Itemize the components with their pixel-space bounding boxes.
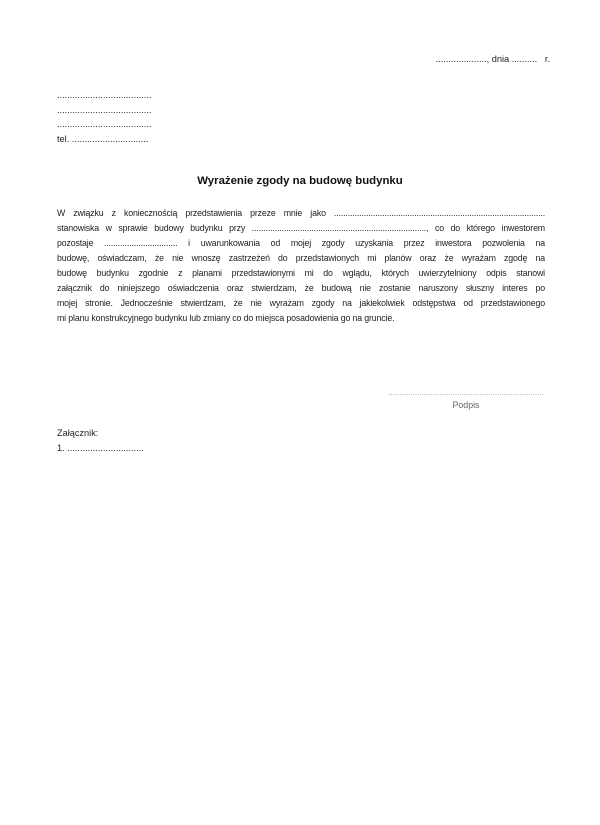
sender-line: ..................................... bbox=[57, 90, 152, 100]
sender-line: ..................................... bbox=[57, 119, 152, 130]
body-line: pozostaje ................................ i uwarunkowania od mojej zgody uzyskania przez inwestora pozwolenia na bbox=[57, 238, 545, 248]
body-line: mojej stronie. Jednocześnie stwierdzam, że nie wyrażam zgody na jakiekolwiek odstępstwa od przedstawionego bbox=[57, 298, 545, 308]
sender-block bbox=[57, 88, 151, 146]
signature-label: Podpis bbox=[452, 400, 480, 410]
body-line: budowę, oświadczam, że nie wnoszę zastrzeżeń do przedstawionych mi planów oraz że wyrażam zgodę na bbox=[57, 253, 545, 263]
attachments-block bbox=[57, 426, 144, 456]
body-line: mi planu konstrukcyjnego budynku lub zmiany co do miejsca posadowienia go na gruncie. bbox=[57, 313, 395, 323]
signature-dotted-line: ...................................................................... bbox=[388, 389, 544, 397]
signature-block bbox=[388, 389, 544, 410]
document-title: Wyrażenie zgody na budowę budynku bbox=[197, 175, 403, 187]
body-line: stanowiska w sprawie budowy budynku przy ............................................................................, co do którego inwestorem bbox=[57, 223, 545, 233]
attachment-item: 1. .............................. bbox=[57, 442, 144, 453]
body-line: budowę budynku zgodnie z planami przedstawionymi mi do wglądu, których uwierzytelniony odpis stanowi bbox=[57, 268, 545, 278]
date-line: ...................., dnia .......... r. bbox=[435, 54, 550, 64]
body-paragraph bbox=[57, 206, 545, 326]
sender-phone-line: tel. .............................. bbox=[57, 133, 149, 144]
attachments-heading: Załącznik: bbox=[57, 428, 99, 438]
body-line: W związku z koniecznością przedstawienia przeze mnie jako ............................................................................................ bbox=[57, 208, 545, 218]
body-line: załącznik do niniejszego oświadczenia oraz stwierdzam, że budową nie zostanie naruszony słuszny interes po bbox=[57, 283, 545, 293]
sender-line: ..................................... bbox=[57, 104, 152, 115]
